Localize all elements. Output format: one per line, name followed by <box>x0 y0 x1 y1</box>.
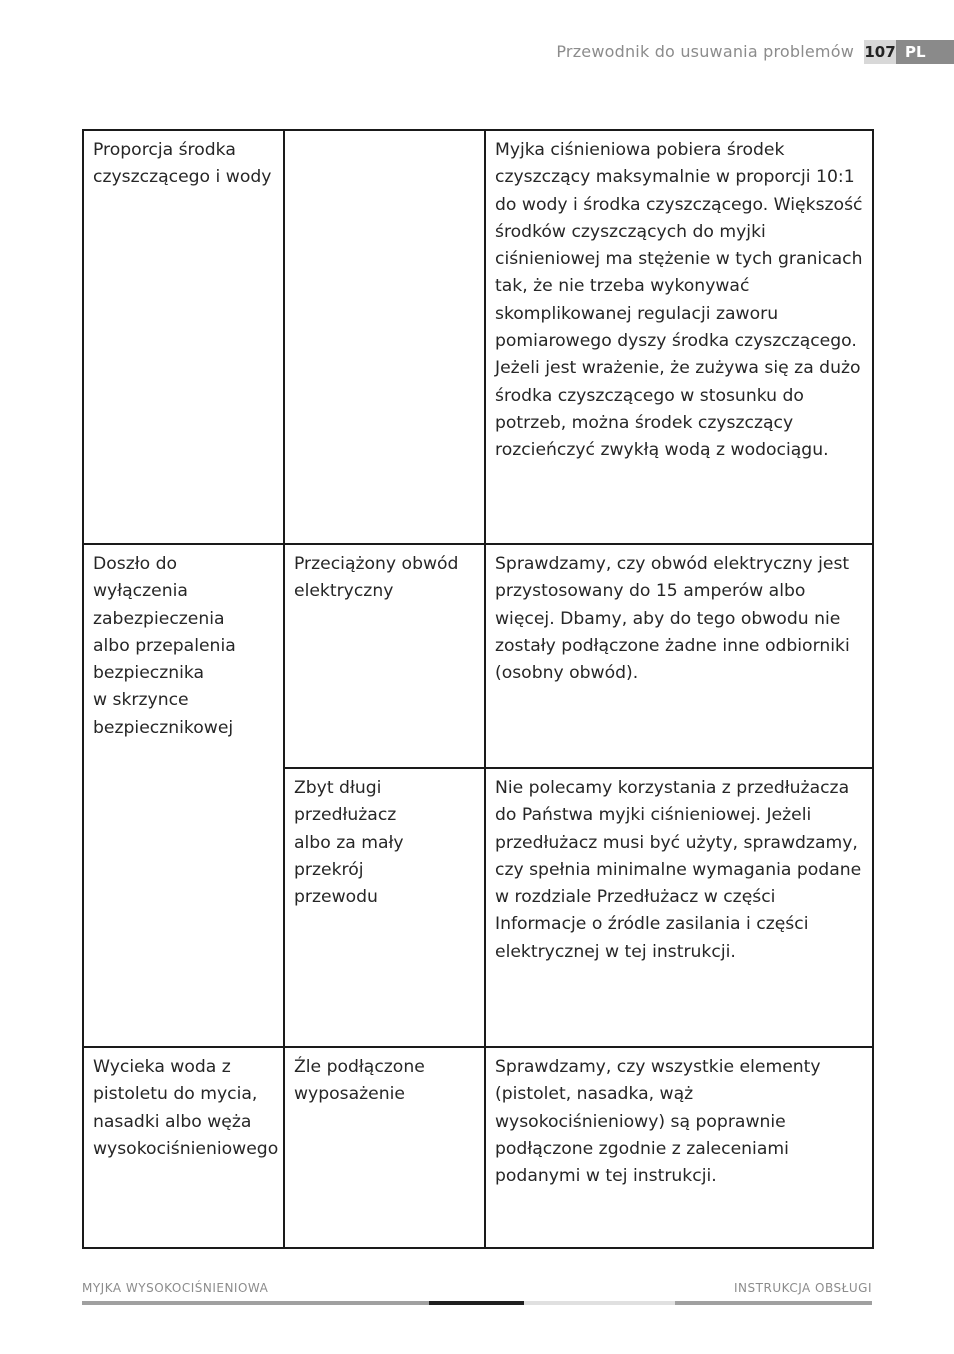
problem-cell <box>83 1047 284 1248</box>
table-row <box>83 544 873 768</box>
footer-product-name: MYJKA WYSOKOCIŚNIENIOWA <box>82 1281 269 1295</box>
footer-rule-segment <box>675 1301 872 1305</box>
solution-text: Nie polecamy korzystania z przedłużacza do Państwa myjki ciśnieniowej. Jeżeli przedłużacz musi być użyty, sprawdzamy, czy spełnia minimalne wymagania podane w rozdziale Przedłużacz w części Informacje o źródle zasilania i części elektrycznej w tej instrukcji. <box>495 778 862 962</box>
solution-text: Sprawdzamy, czy wszystkie elementy (pistolet, nasadka, wąż wysokociśnieniowy) są poprawnie podłączone zgodnie z zaleceniami podanymi w tej instrukcji. <box>495 1057 821 1187</box>
table-row <box>83 1047 873 1248</box>
cause-text: Źle podłączone wyposażenie <box>294 1057 425 1105</box>
problem-text: Doszło do wyłączenia zabezpieczenia albo przepalenia bezpiecznika w skrzynce bezpiecznikowej <box>93 554 236 738</box>
footer-rule-segment <box>524 1301 675 1305</box>
troubleshooting-table <box>82 129 874 1249</box>
solution-cell <box>485 544 873 768</box>
solution-text: Myjka ciśnieniowa pobiera środek czyszczący maksymalnie w proporcji 10:1 do wody i środka czyszczącego. Większość środków czyszczących do myjki ciśnieniowej ma stężenie w tych granicach tak, że nie trzeba wykonywać skomplikowanej regulacji zaworu pomiarowego dyszy środka czyszczącego. Jeżeli jest wrażenie, że zużywa się za dużo środka czyszczącego w stosunku do potrzeb, można środek czyszczący rozcieńczyć zwykłą wodą z wodociągu. <box>495 140 863 461</box>
cause-cell <box>284 768 485 1047</box>
section-title: Przewodnik do usuwania problemów <box>556 42 854 61</box>
page-number: 107 <box>864 40 896 64</box>
solution-cell <box>485 768 873 1047</box>
cause-text: Zbyt długi przedłużacz albo za mały przekrój przewodu <box>294 778 404 908</box>
solution-cell <box>485 130 873 544</box>
problem-cell <box>83 130 284 544</box>
footer-rule-segment <box>429 1301 524 1305</box>
cause-cell <box>284 130 485 544</box>
problem-text: Wycieka woda z pistoletu do mycia, nasadki albo węża wysokociśnieniowego <box>93 1057 279 1159</box>
language-badge: PL <box>896 40 954 64</box>
cause-cell <box>284 1047 485 1248</box>
solution-text: Sprawdzamy, czy obwód elektryczny jest przystosowany do 15 amperów albo więcej. Dbamy, aby do tego obwodu nie zostały podłączone żadne inne odbiorniki (osobny obwód). <box>495 554 850 684</box>
table-row <box>83 130 873 544</box>
problem-cell <box>83 544 284 1047</box>
cause-cell <box>284 544 485 768</box>
solution-cell <box>485 1047 873 1248</box>
problem-text: Proporcja środka czyszczącego i wody <box>93 140 272 188</box>
cause-text: Przeciążony obwód elektryczny <box>294 554 459 602</box>
footer-manual-label: INSTRUKCJA OBSŁUGI <box>734 1281 872 1295</box>
footer-rule-segment <box>82 1301 429 1305</box>
